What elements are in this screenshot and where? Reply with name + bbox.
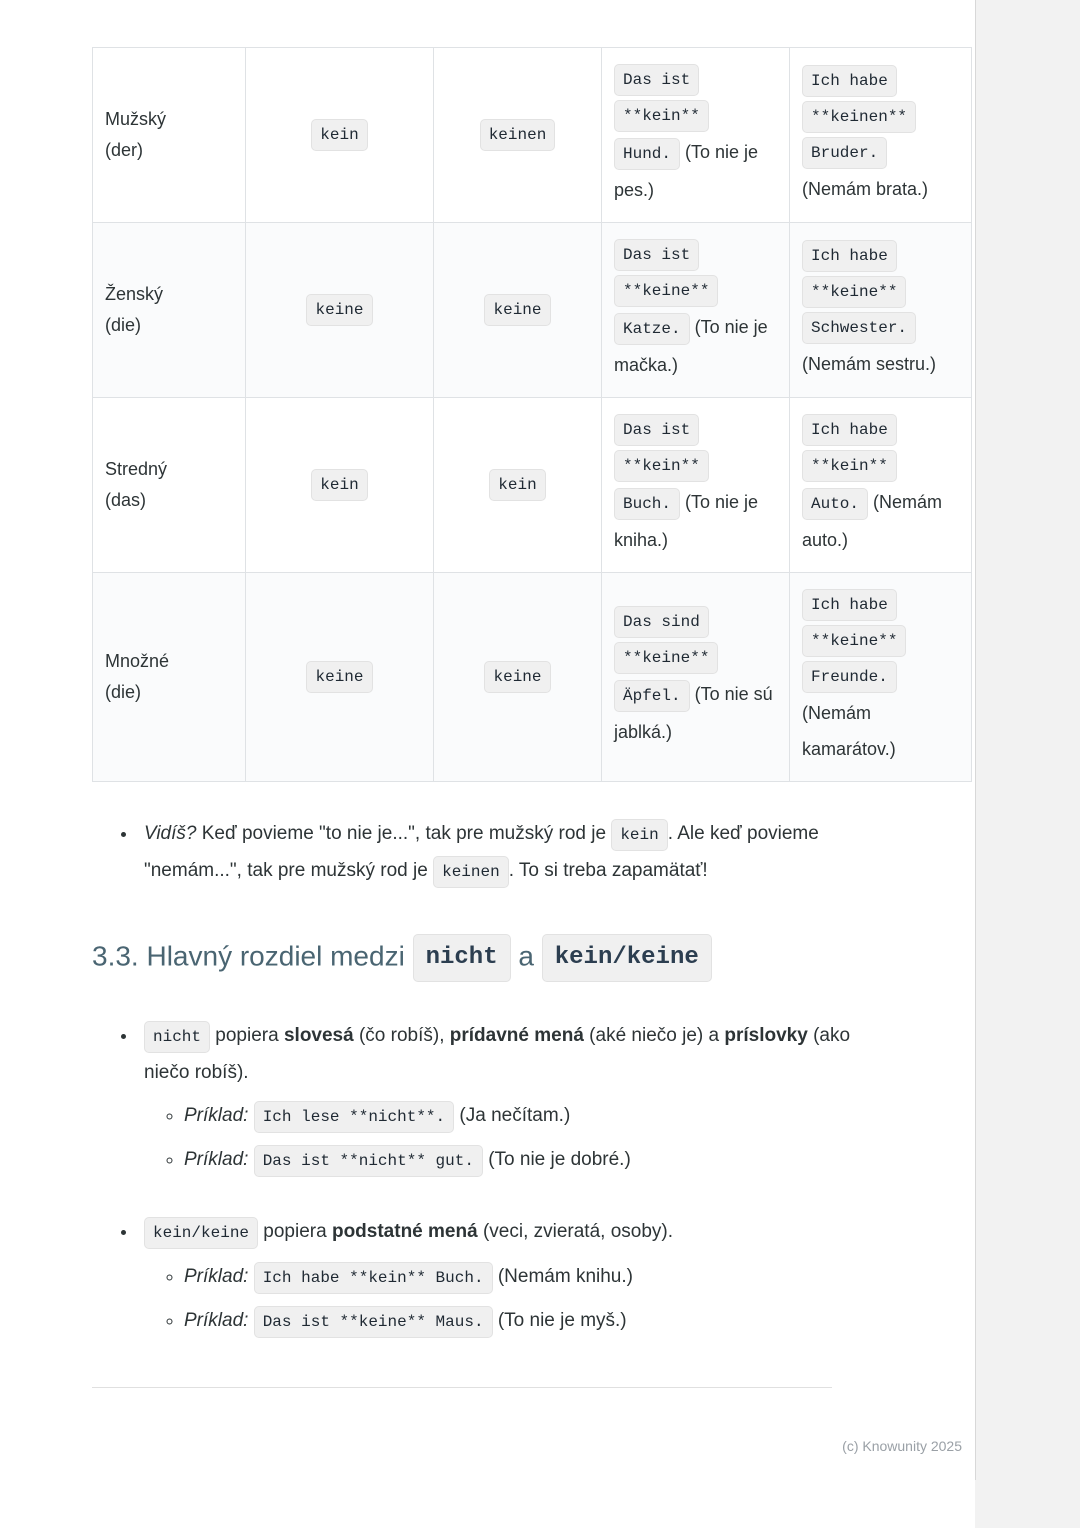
table-row — [93, 573, 972, 782]
cell-example-one — [602, 398, 790, 573]
code-chip: Schwester. — [802, 312, 916, 344]
code-chip: kein — [311, 469, 367, 501]
example-translation: (Nemám knihu.) — [497, 1265, 633, 1287]
example-list — [144, 1257, 882, 1341]
cell-example-two — [790, 223, 972, 398]
code-chip: **kein** — [802, 450, 897, 482]
rule-bold-a: podstatné mená — [331, 1220, 478, 1242]
cell-nicht-form — [246, 573, 434, 782]
page-right-gutter — [975, 0, 1080, 1528]
rules-list-nicht — [92, 1018, 882, 1180]
code-chip: **keine** — [802, 625, 906, 657]
code-chip: keine — [484, 294, 550, 326]
rule-text-a: popiera — [258, 1220, 332, 1242]
example-label: Príklad: — [184, 1309, 249, 1331]
code-chip: nicht — [413, 934, 511, 982]
cell-example-one — [602, 223, 790, 398]
list-item — [184, 1257, 882, 1297]
cell-example-two — [790, 573, 972, 782]
gender-article: (die) — [105, 315, 142, 335]
code-chip: **keine** — [802, 276, 906, 308]
code-chip: Ich habe — [802, 240, 897, 272]
cell-gender — [93, 573, 246, 782]
document-content — [92, 0, 943, 1388]
example-translation: (To nie je kniha.) — [614, 492, 759, 550]
cell-kein-form — [434, 223, 602, 398]
list-item — [138, 1214, 882, 1341]
gender-article: (die) — [105, 682, 142, 702]
cell-example-two — [790, 48, 972, 223]
code-chip: Das sind — [614, 606, 709, 638]
cell-example-one — [602, 573, 790, 782]
code-chip: kein — [311, 119, 367, 151]
cell-kein-form — [434, 398, 602, 573]
list-item — [184, 1301, 882, 1341]
example-label: Príklad: — [184, 1265, 249, 1287]
section-conjunction: a — [510, 940, 542, 972]
copyright-notice: (c) Knowunity 2025 — [842, 1438, 962, 1454]
table-row — [93, 48, 972, 223]
code-chip: Bruder. — [802, 137, 887, 169]
rule-bold-b: prídavné mená — [449, 1025, 584, 1046]
code-chip: Ich lese **nicht**. — [254, 1101, 454, 1133]
example-translation: (Ja nečítam.) — [459, 1105, 571, 1127]
code-chip: keinen — [480, 119, 556, 151]
code-chip: Buch. — [614, 488, 680, 520]
code-chip: **keine** — [614, 275, 718, 307]
rule-text-a: popiera — [210, 1025, 284, 1046]
cell-kein-form — [434, 48, 602, 223]
code-chip: keine — [484, 661, 550, 693]
tip-lead: Vidíš? — [144, 823, 197, 844]
example-label: Príklad: — [184, 1149, 249, 1171]
cell-example-two — [790, 398, 972, 573]
code-chip: Das ist — [614, 239, 699, 271]
negation-table — [92, 47, 972, 782]
code-chip: **kein** — [614, 100, 709, 132]
example-translation: (To nie sú jablká.) — [614, 684, 773, 742]
code-chip: **kein** — [614, 450, 709, 482]
example-translation: (To nie je myš.) — [497, 1309, 627, 1331]
code-chip: **keinen** — [802, 101, 916, 133]
code-chip: Das ist **keine** Maus. — [254, 1306, 493, 1338]
code-chip: Ich habe — [802, 65, 897, 97]
page-edge-divider — [975, 0, 976, 1480]
tip-text-3: . To si treba zapamätať! — [508, 860, 708, 881]
code-chip: Das ist — [614, 64, 699, 96]
list-item — [184, 1096, 882, 1136]
example-label: Príklad: — [184, 1105, 249, 1127]
cell-gender — [93, 48, 246, 223]
rule-text-b: (veci, zvieratá, osoby). — [477, 1220, 674, 1242]
code-chip: Äpfel. — [614, 680, 690, 712]
code-chip: Auto. — [802, 488, 868, 520]
example-translation: (To nie je pes.) — [614, 142, 759, 200]
cell-kein-form — [434, 573, 602, 782]
example-translation: (To nie je dobré.) — [488, 1149, 631, 1171]
rules-list-kein — [92, 1214, 882, 1341]
footer-divider — [92, 1387, 832, 1388]
code-chip: Freunde. — [802, 661, 897, 693]
code-chip: Das ist **nicht** gut. — [254, 1145, 483, 1177]
cell-nicht-form — [246, 48, 434, 223]
example-translation: (Nemám sestru.) — [802, 354, 937, 374]
rule-text-c: (aké niečo je) a — [583, 1025, 725, 1046]
code-chip: nicht — [144, 1021, 210, 1053]
code-chip: Ich habe — [802, 589, 897, 621]
code-chip: kein — [489, 469, 545, 501]
code-chip: Katze. — [614, 313, 690, 345]
code-chip: Hund. — [614, 138, 680, 170]
code-chip: Ich habe **kein** Buch. — [254, 1262, 493, 1294]
code-chip: Ich habe — [802, 414, 897, 446]
table-row — [93, 223, 972, 398]
code-chip: keine — [306, 294, 372, 326]
list-item — [138, 816, 882, 890]
gender-article: (das) — [105, 490, 147, 510]
list-item — [184, 1140, 882, 1180]
cell-gender — [93, 398, 246, 573]
code-chip: Das ist — [614, 414, 699, 446]
gender-name: Ženský — [105, 283, 164, 304]
cell-nicht-form — [246, 398, 434, 573]
tip-text-2: . Ale keď povieme "nemám...", tak pre mužský rod je — [144, 823, 819, 881]
example-translation: (Nemám auto.) — [802, 492, 943, 550]
gender-name: Stredný — [105, 458, 168, 479]
table-row — [93, 398, 972, 573]
code-chip: **keine** — [614, 642, 718, 674]
code-chip: kein/keine — [144, 1217, 258, 1249]
cell-gender — [93, 223, 246, 398]
code-chip: kein/keine — [542, 934, 712, 982]
rule-text-d: (ako niečo robíš). — [144, 1025, 851, 1083]
code-chip: keinen — [433, 856, 509, 888]
gender-name: Mužský — [105, 108, 167, 129]
example-list — [144, 1096, 882, 1180]
cell-nicht-form — [246, 223, 434, 398]
tip-text-1: Keď povieme "to nie je...", tak pre mužský rod je — [196, 823, 612, 844]
rule-text-b: (čo robíš), — [353, 1025, 450, 1046]
section-number-text: 3.3. Hlavný rozdiel medzi — [92, 940, 413, 972]
code-chip: keine — [306, 661, 372, 693]
tip-list — [92, 816, 882, 890]
page-title — [92, 932, 882, 984]
code-chip: kein — [611, 819, 667, 851]
gender-article: (der) — [105, 140, 144, 160]
list-item — [138, 1018, 882, 1180]
example-translation: (Nemám kamarátov.) — [802, 703, 896, 759]
cell-example-one — [602, 48, 790, 223]
rule-bold-a: slovesá — [283, 1025, 354, 1046]
rule-bold-c: príslovky — [724, 1025, 808, 1046]
example-translation: (Nemám brata.) — [802, 179, 929, 199]
gender-name: Množné — [105, 650, 170, 671]
example-translation: (To nie je mačka.) — [614, 317, 768, 375]
